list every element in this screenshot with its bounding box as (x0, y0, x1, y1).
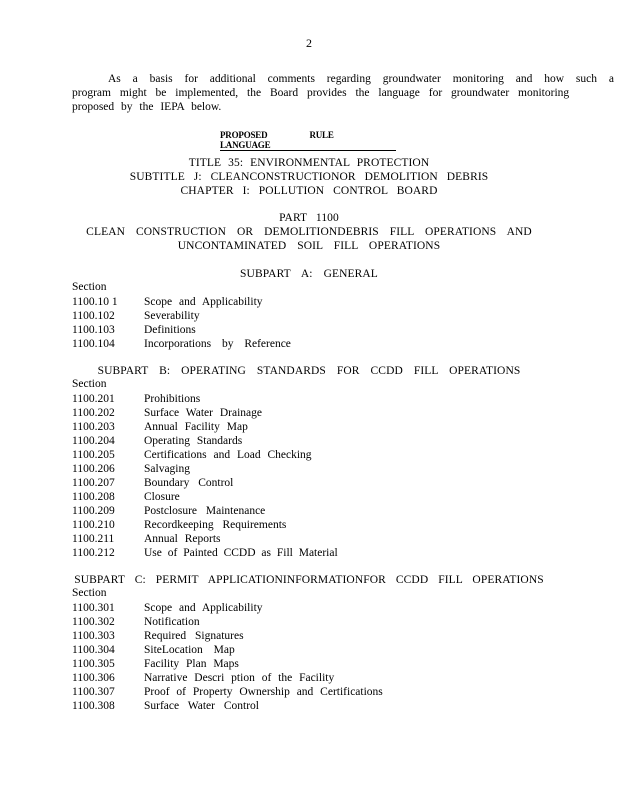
section-number: 1100.301 (72, 602, 115, 614)
toc-entry (72, 601, 383, 615)
proposed-rule-heading: PROPOSED RULE LANGUAGE (220, 130, 396, 151)
section-title: Narrative Descri ption of the Facility (144, 672, 335, 684)
chapter-line: CHAPTER I: POLLUTION CONTROL BOARD (180, 185, 438, 197)
section-number: 1100.103 (72, 324, 115, 336)
title-line: TITLE 35: ENVIRONMENTAL PROTECTION (188, 157, 430, 169)
toc-entry (72, 309, 291, 323)
section-number: 1100.102 (72, 310, 115, 322)
toc-entry (72, 323, 291, 337)
toc-entry (72, 615, 383, 629)
subpart-a-list (72, 295, 291, 351)
section-number: 1100.304 (72, 644, 115, 656)
section-title: Annual Facility Map (144, 421, 248, 433)
section-number: 1100.308 (72, 700, 115, 712)
toc-entry (72, 392, 338, 406)
toc-entry (72, 685, 383, 699)
intro-line: As a basis for additional comments regarding groundwater monitoring and how such a (108, 73, 614, 85)
section-number: 1100.201 (72, 393, 115, 405)
section-title: Definitions (144, 324, 196, 336)
intro-line: proposed by the IEPA below. (72, 101, 222, 113)
section-number: 1100.302 (72, 616, 115, 628)
toc-entry (72, 295, 291, 309)
subpart-c-list (72, 601, 383, 713)
section-label: Section (72, 281, 107, 293)
section-number: 1100.104 (72, 338, 115, 350)
toc-entry (72, 546, 338, 560)
section-number: 1100.206 (72, 463, 115, 475)
section-number: 1100.10 1 (72, 296, 118, 308)
section-title: Scope and Applicability (144, 296, 263, 308)
section-title: Postclosure Maintenance (144, 505, 266, 517)
toc-entry (72, 671, 383, 685)
toc-entry (72, 476, 338, 490)
section-number: 1100.202 (72, 407, 115, 419)
section-title: Salvaging (144, 463, 190, 475)
toc-entry (72, 657, 383, 671)
section-title: Certifications and Load Checking (144, 449, 312, 461)
section-title: Recordkeeping Requirements (144, 519, 287, 531)
section-title: Surface Water Drainage (144, 407, 262, 419)
section-title: Closure (144, 491, 180, 503)
section-number: 1100.211 (72, 533, 115, 545)
intro-paragraph (72, 72, 614, 114)
section-title: Use of Painted CCDD as Fill Material (144, 547, 338, 559)
toc-entry (72, 518, 338, 532)
subpart-a-heading: SUBPART A: GENERAL (240, 268, 378, 280)
toc-entry (72, 532, 338, 546)
section-number: 1100.203 (72, 421, 115, 433)
section-number: 1100.303 (72, 630, 115, 642)
section-title: Annual Reports (144, 533, 221, 545)
toc-entry (72, 643, 383, 657)
toc-entry (72, 490, 338, 504)
section-number: 1100.208 (72, 491, 115, 503)
page-number: 2 (306, 36, 312, 50)
part-title-line: CLEAN CONSTRUCTION OR DEMOLITIONDEBRIS FILL OPERATIONS AND (86, 226, 532, 238)
subtitle-line: SUBTITLE J: CLEANCONSTRUCTIONOR DEMOLITION DEBRIS (129, 171, 489, 183)
toc-entry (72, 629, 383, 643)
toc-entry (72, 699, 383, 713)
toc-entry (72, 462, 338, 476)
toc-entry (72, 337, 291, 351)
section-title: Incorporations by Reference (144, 338, 291, 350)
part-title-line: UNCONTAMINATED SOIL FILL OPERATIONS (177, 240, 441, 252)
section-title: Severability (144, 310, 200, 322)
toc-entry (72, 434, 338, 448)
section-title: Scope and Applicability (144, 602, 263, 614)
section-title: Surface Water Control (144, 700, 259, 712)
part-line: PART 1100 (279, 212, 339, 224)
section-title: Notification (144, 616, 200, 628)
subpart-b-heading: SUBPART B: OPERATING STANDARDS FOR CCDD FILL OPERATIONS (97, 365, 521, 377)
section-title: Boundary Control (144, 477, 234, 489)
title-block (0, 156, 618, 198)
subpart-c-heading: SUBPART C: PERMIT APPLICATIONINFORMATIONFOR CCDD FILL OPERATIONS (74, 574, 544, 586)
toc-entry (72, 448, 338, 462)
part-block (0, 211, 618, 253)
section-number: 1100.307 (72, 686, 115, 698)
section-number: 1100.205 (72, 449, 115, 461)
section-title: Prohibitions (144, 393, 201, 405)
section-number: 1100.210 (72, 519, 115, 531)
section-number: 1100.305 (72, 658, 115, 670)
section-number: 1100.204 (72, 435, 115, 447)
section-title: Facility Plan Maps (144, 658, 239, 670)
section-title: Proof of Property Ownership and Certifications (144, 686, 383, 698)
intro-line: program might be implemented, the Board provides the language for groundwater monitoring (72, 87, 570, 99)
section-title: SiteLocation Map (144, 644, 235, 656)
section-number: 1100.209 (72, 505, 115, 517)
section-number: 1100.212 (72, 547, 115, 559)
toc-entry (72, 504, 338, 518)
subpart-b-list (72, 392, 338, 560)
section-number: 1100.207 (72, 477, 115, 489)
section-title: Operating Standards (144, 435, 243, 447)
section-label: Section (72, 378, 107, 390)
toc-entry (72, 406, 338, 420)
section-label: Section (72, 587, 107, 599)
section-number: 1100.306 (72, 672, 115, 684)
toc-entry (72, 420, 338, 434)
section-title: Required Signatures (144, 630, 244, 642)
